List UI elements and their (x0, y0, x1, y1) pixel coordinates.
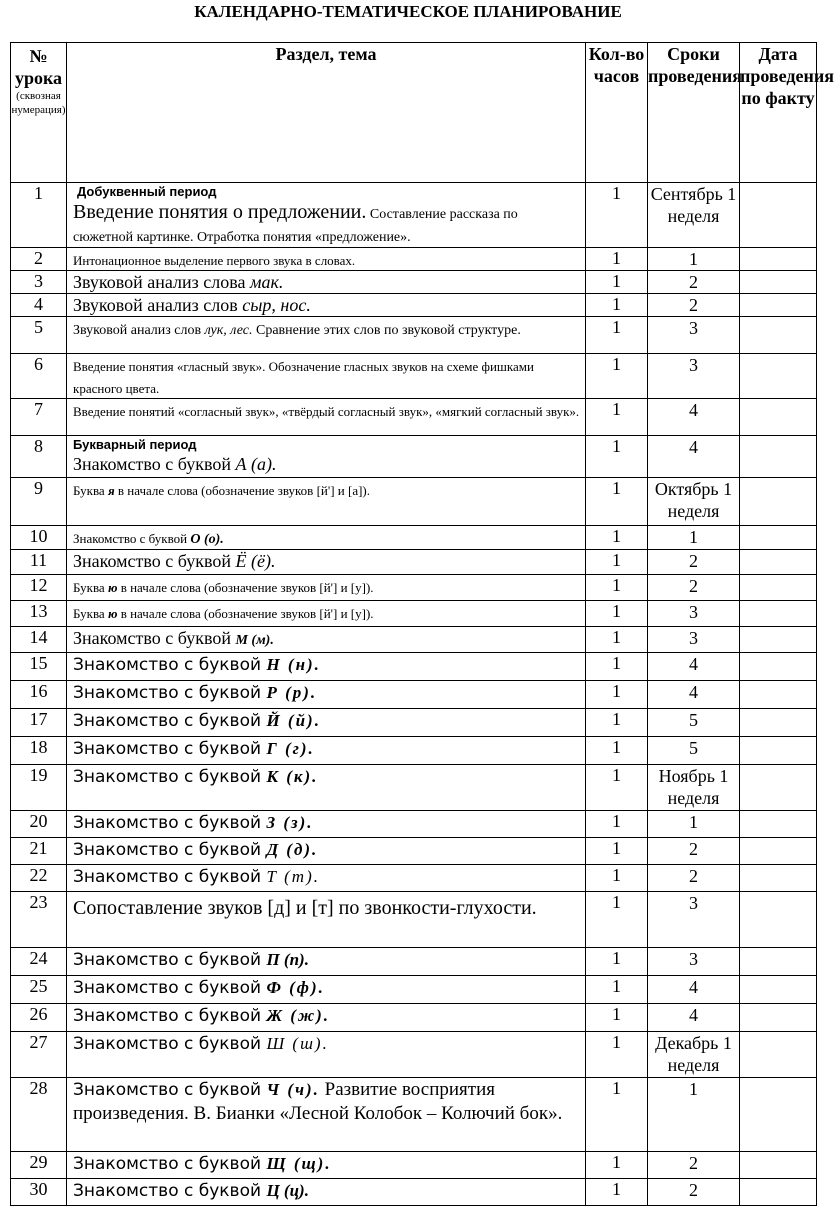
row-date: 4 (648, 653, 740, 681)
row-num: 13 (11, 601, 67, 627)
row-hours: 1 (586, 575, 648, 601)
row-fact (740, 575, 817, 601)
table-row (11, 271, 817, 294)
header-hours: Кол-во часов (586, 43, 648, 183)
row-fact (740, 1032, 817, 1078)
row-num: 29 (11, 1152, 67, 1179)
row-topic: Букварный период Знакомство с буквой А (а). (67, 436, 586, 478)
header-fact: Дата проведения по факту (740, 43, 817, 183)
row-num: 27 (11, 1032, 67, 1078)
row-hours: 1 (586, 478, 648, 526)
row-num: 12 (11, 575, 67, 601)
row-fact (740, 317, 817, 354)
section-title: Добуквенный период (77, 184, 217, 199)
table-row (11, 976, 817, 1004)
row-fact (740, 709, 817, 737)
table-row (11, 948, 817, 976)
row-topic: Буква ю в начале слова (обозначение звуков [й'] и [у]). (67, 601, 586, 627)
row-hours: 1 (586, 1179, 648, 1206)
row-topic: Знакомство с буквой Д (д). (67, 838, 586, 865)
row-num: 19 (11, 765, 67, 811)
row-date: 5 (648, 737, 740, 765)
row-fact (740, 838, 817, 865)
row-num: 26 (11, 1004, 67, 1032)
row-hours: 1 (586, 1078, 648, 1152)
row-num: 2 (11, 248, 67, 271)
page-title: КАЛЕНДАРНО-ТЕМАТИЧЕСКОЕ ПЛАНИРОВАНИЕ (194, 2, 622, 21)
header-num (11, 43, 67, 183)
table-row (11, 248, 817, 271)
row-topic: Знакомство с буквой Ё (ё). (67, 550, 586, 575)
row-num: 7 (11, 399, 67, 436)
row-num: 8 (11, 436, 67, 478)
row-fact (740, 399, 817, 436)
row-topic: Звуковой анализ слов лук, лес. Сравнение этих слов по звуковой структуре. (67, 317, 586, 354)
row-hours: 1 (586, 865, 648, 892)
table-row (11, 354, 817, 399)
row-date: 2 (648, 865, 740, 892)
table-row (11, 865, 817, 892)
table-row (11, 737, 817, 765)
table-row (11, 1032, 817, 1078)
row-num: 25 (11, 976, 67, 1004)
row-topic: Знакомство с буквой Р (р). (67, 681, 586, 709)
row-date: 3 (648, 601, 740, 627)
row-fact (740, 248, 817, 271)
row-date: 2 (648, 838, 740, 865)
row-date: 2 (648, 1152, 740, 1179)
row-hours: 1 (586, 248, 648, 271)
header-num-note: (сквозная нумерация) (11, 90, 66, 116)
table-row (11, 294, 817, 317)
table-row (11, 1004, 817, 1032)
row-topic: Знакомство с буквой Ш (ш). (67, 1032, 586, 1078)
table-row (11, 478, 817, 526)
table-row (11, 627, 817, 653)
row-topic: Знакомство с буквой К (к). (67, 765, 586, 811)
row-date: 2 (648, 550, 740, 575)
row-topic: Буква я в начале слова (обозначение звуков [й'] и [а]). (67, 478, 586, 526)
row-date: Декабрь 1 неделя (648, 1032, 740, 1078)
row-num: 5 (11, 317, 67, 354)
row-topic: Знакомство с буквой Щ (щ). (67, 1152, 586, 1179)
row-date: 2 (648, 575, 740, 601)
row-topic: Знакомство с буквой Н (н). (67, 653, 586, 681)
table-row (11, 892, 817, 948)
table-row (11, 601, 817, 627)
row-num: 18 (11, 737, 67, 765)
row-fact (740, 976, 817, 1004)
row-date: 5 (648, 709, 740, 737)
row-hours: 1 (586, 627, 648, 653)
row-hours: 1 (586, 317, 648, 354)
plan-table (10, 42, 834, 1206)
row-fact (740, 436, 817, 478)
row-num: 1 (11, 183, 67, 248)
row-topic: Знакомство с буквой Й (й). (67, 709, 586, 737)
row-date: 1 (648, 1078, 740, 1152)
row-topic: Знакомство с буквой Г (г). (67, 737, 586, 765)
row-fact (740, 948, 817, 976)
table-row (11, 838, 817, 865)
row-topic: Знакомство с буквой Ц (ц). (67, 1179, 586, 1206)
row-num: 10 (11, 526, 67, 550)
row-date: 3 (648, 317, 740, 354)
row-topic: Знакомство с буквой П (п). (67, 948, 586, 976)
row-hours: 1 (586, 526, 648, 550)
row-date: 4 (648, 436, 740, 478)
row-date: Сентябрь 1 неделя (648, 183, 740, 248)
row-num: 20 (11, 811, 67, 838)
row-hours: 1 (586, 399, 648, 436)
row-num: 3 (11, 271, 67, 294)
table-row (11, 1078, 817, 1152)
row-hours: 1 (586, 737, 648, 765)
row-num: 23 (11, 892, 67, 948)
row-topic: Знакомство с буквой Т (т). (67, 865, 586, 892)
table-row (11, 765, 817, 811)
row-num: 15 (11, 653, 67, 681)
row-topic: Введение понятия «гласный звук». Обозначение гласных звуков на схеме фишками красного цвета. (67, 354, 586, 399)
row-date: 2 (648, 271, 740, 294)
row-num: 30 (11, 1179, 67, 1206)
row-date: 3 (648, 354, 740, 399)
row-fact (740, 550, 817, 575)
table-row (11, 550, 817, 575)
row-date: 4 (648, 681, 740, 709)
row-date: Ноябрь 1 неделя (648, 765, 740, 811)
row-num: 16 (11, 681, 67, 709)
row-topic: Добуквенный период Введение понятия о предложении. Составление рассказа по сюжетной картинке. Отработка понятия «предложение». (67, 183, 586, 248)
row-fact (740, 526, 817, 550)
row-date: 3 (648, 948, 740, 976)
row-hours: 1 (586, 892, 648, 948)
header-row (11, 43, 817, 183)
row-fact (740, 183, 817, 248)
row-num: 11 (11, 550, 67, 575)
row-date: 3 (648, 892, 740, 948)
row-hours: 1 (586, 681, 648, 709)
row-hours: 1 (586, 271, 648, 294)
row-hours: 1 (586, 601, 648, 627)
table-row (11, 681, 817, 709)
row-topic: Знакомство с буквой З (з). (67, 811, 586, 838)
row-topic: Знакомство с буквой Ф (ф). (67, 976, 586, 1004)
row-fact (740, 737, 817, 765)
row-hours: 1 (586, 436, 648, 478)
row-hours: 1 (586, 550, 648, 575)
row-hours: 1 (586, 765, 648, 811)
table-row (11, 811, 817, 838)
table-row (11, 1179, 817, 1206)
row-hours: 1 (586, 811, 648, 838)
row-fact (740, 681, 817, 709)
row-hours: 1 (586, 354, 648, 399)
row-date: 2 (648, 1179, 740, 1206)
row-fact (740, 653, 817, 681)
row-date: Октябрь 1 неделя (648, 478, 740, 526)
table-row (11, 526, 817, 550)
row-hours: 1 (586, 976, 648, 1004)
section-title: Букварный период (73, 437, 197, 452)
table-row (11, 399, 817, 436)
row-fact (740, 865, 817, 892)
row-topic: Звуковой анализ слова мак. (67, 271, 586, 294)
row-fact (740, 478, 817, 526)
table-row (11, 317, 817, 354)
row-hours: 1 (586, 838, 648, 865)
row-num: 21 (11, 838, 67, 865)
row-fact (740, 601, 817, 627)
row-fact (740, 354, 817, 399)
row-hours: 1 (586, 1152, 648, 1179)
row-hours: 1 (586, 183, 648, 248)
row-fact (740, 765, 817, 811)
table-row (11, 1152, 817, 1179)
row-topic: Знакомство с буквой О (о). (67, 526, 586, 550)
row-num: 9 (11, 478, 67, 526)
row-num: 24 (11, 948, 67, 976)
row-num: 22 (11, 865, 67, 892)
row-topic: Знакомство с буквой Ж (ж). (67, 1004, 586, 1032)
row-date: 1 (648, 811, 740, 838)
table-row (11, 653, 817, 681)
row-topic: Звуковой анализ слов сыр, нос. (67, 294, 586, 317)
row-num: 4 (11, 294, 67, 317)
row-date: 4 (648, 399, 740, 436)
row-topic: Интонационное выделение первого звука в словах. (67, 248, 586, 271)
row-fact (740, 271, 817, 294)
row-date: 3 (648, 627, 740, 653)
row-topic: Сопоставление звуков [д] и [т] по звонкости-глухости. (67, 892, 586, 948)
row-topic: Введение понятий «согласный звук», «твёрдый согласный звук», «мягкий согласный звук». (67, 399, 586, 436)
row-hours: 1 (586, 1032, 648, 1078)
row-topic: Буква ю в начале слова (обозначение звуков [й'] и [у]). (67, 575, 586, 601)
row-date: 4 (648, 976, 740, 1004)
row-hours: 1 (586, 1004, 648, 1032)
row-date: 1 (648, 526, 740, 550)
row-fact (740, 294, 817, 317)
row-fact (740, 627, 817, 653)
row-hours: 1 (586, 653, 648, 681)
row-topic: Знакомство с буквой М (м). (67, 627, 586, 653)
row-fact (740, 892, 817, 948)
row-fact (740, 1004, 817, 1032)
row-date: 4 (648, 1004, 740, 1032)
row-num: 14 (11, 627, 67, 653)
row-date: 2 (648, 294, 740, 317)
row-date: 1 (648, 248, 740, 271)
row-num: 17 (11, 709, 67, 737)
row-fact (740, 1078, 817, 1152)
table-row (11, 183, 817, 248)
header-num-label: № урока (14, 46, 63, 88)
header-topic: Раздел, тема (67, 43, 586, 183)
row-hours: 1 (586, 294, 648, 317)
row-hours: 1 (586, 948, 648, 976)
table-row (11, 575, 817, 601)
row-fact (740, 1179, 817, 1206)
row-fact (740, 1152, 817, 1179)
row-topic: Знакомство с буквой Ч (ч). Развитие восприятия произведения. В. Бианки «Лесной Колобок – Колючий бок». (67, 1078, 586, 1152)
row-num: 28 (11, 1078, 67, 1152)
table-row (11, 436, 817, 478)
row-num: 6 (11, 354, 67, 399)
row-hours: 1 (586, 709, 648, 737)
row-fact (740, 811, 817, 838)
header-dates: Сроки проведения (648, 43, 740, 183)
table-row (11, 709, 817, 737)
